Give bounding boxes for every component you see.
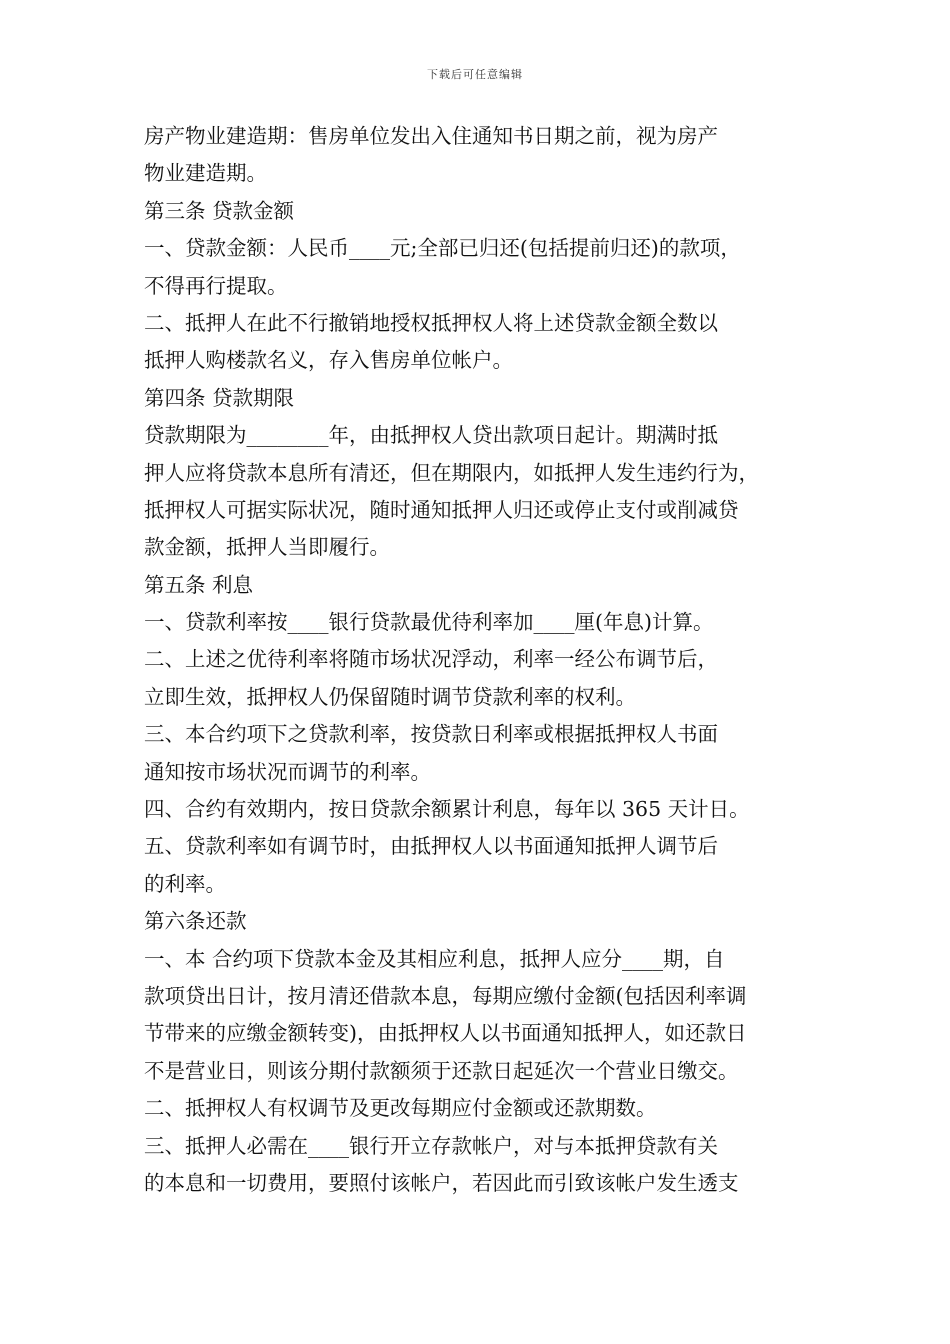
text-line: 四、合约有效期内，按日贷款余额累计利息，每年以 365 天计日。 [144,797,750,822]
text-line: 三、抵押人必需在____银行开立存款帐户，对与本抵押贷款有关 [144,1133,718,1158]
text-line: 的利率。 [144,871,226,896]
text-line: 不是营业日，则该分期付款额须于还款日起延次一个营业日缴交。 [144,1058,739,1083]
text-line: 款金额，抵押人当即履行。 [144,535,390,560]
text-line: 不得再行提取。 [144,273,288,298]
text-line: 五、贷款利率如有调节时，由抵押权人以书面通知抵押人调节后 [144,834,718,859]
text-line: 二、抵押人在此不行撤销地授权抵押权人将上述贷款金额全数以 [144,310,718,335]
text-line: 物业建造期。 [144,161,267,186]
text-line: 抵押权人可据实际状况，随时通知抵押人归还或停止支付或削减贷 [144,497,739,522]
document-body [144,118,814,1202]
text-line: 一、贷款利率按____银行贷款最优待利率加____厘(年息)计算。 [144,610,714,635]
text-line: 房产物业建造期：售房单位发出入住通知书日期之前，视为房产 [144,124,718,148]
text-line: 抵押人购楼款名义，存入售房单位帐户。 [144,348,513,373]
section-heading: 第四条 贷款期限 [144,385,295,410]
header-note: 下载后可任意编辑 [427,68,523,81]
section-heading: 第五条 利息 [144,572,254,597]
text-line: 一、本 合约项下贷款本金及其相应利息，抵押人应分____期，自 [144,946,725,971]
section-heading: 第三条 贷款金额 [144,198,295,223]
text-line: 押人应将贷款本息所有清还，但在期限内，如抵押人发生违约行为， [144,460,759,485]
text-line: 通知按市场状况而调节的利率。 [144,759,431,784]
text-line: 款项贷出日计，按月清还借款本息，每期应缴付金额(包括因利率调 [144,983,747,1008]
section-heading: 第六条还款 [144,909,247,934]
text-line: 的本息和一切费用，要照付该帐户，若因此而引致该帐户发生透支 [144,1170,739,1195]
text-line: 二、上述之优待利率将随市场状况浮动，利率一经公布调节后， [144,647,718,672]
text-line: 立即生效，抵押权人仍保留随时调节贷款利率的权利。 [144,684,636,709]
text-line: 一、贷款金额：人民币____元;全部已归还(包括提前归还)的款项， [144,236,741,261]
text-line: 三、本合约项下之贷款利率，按贷款日利率或根据抵押权人书面 [144,722,718,747]
text-line: 贷款期限为________年，由抵押权人贷出款项日起计。期满时抵 [144,423,718,448]
text-line: 二、抵押权人有权调节及更改每期应付金额或还款期数。 [144,1096,657,1121]
text-line: 节带来的应缴金额转变)，由抵押权人以书面通知抵押人，如还款日 [144,1021,747,1046]
